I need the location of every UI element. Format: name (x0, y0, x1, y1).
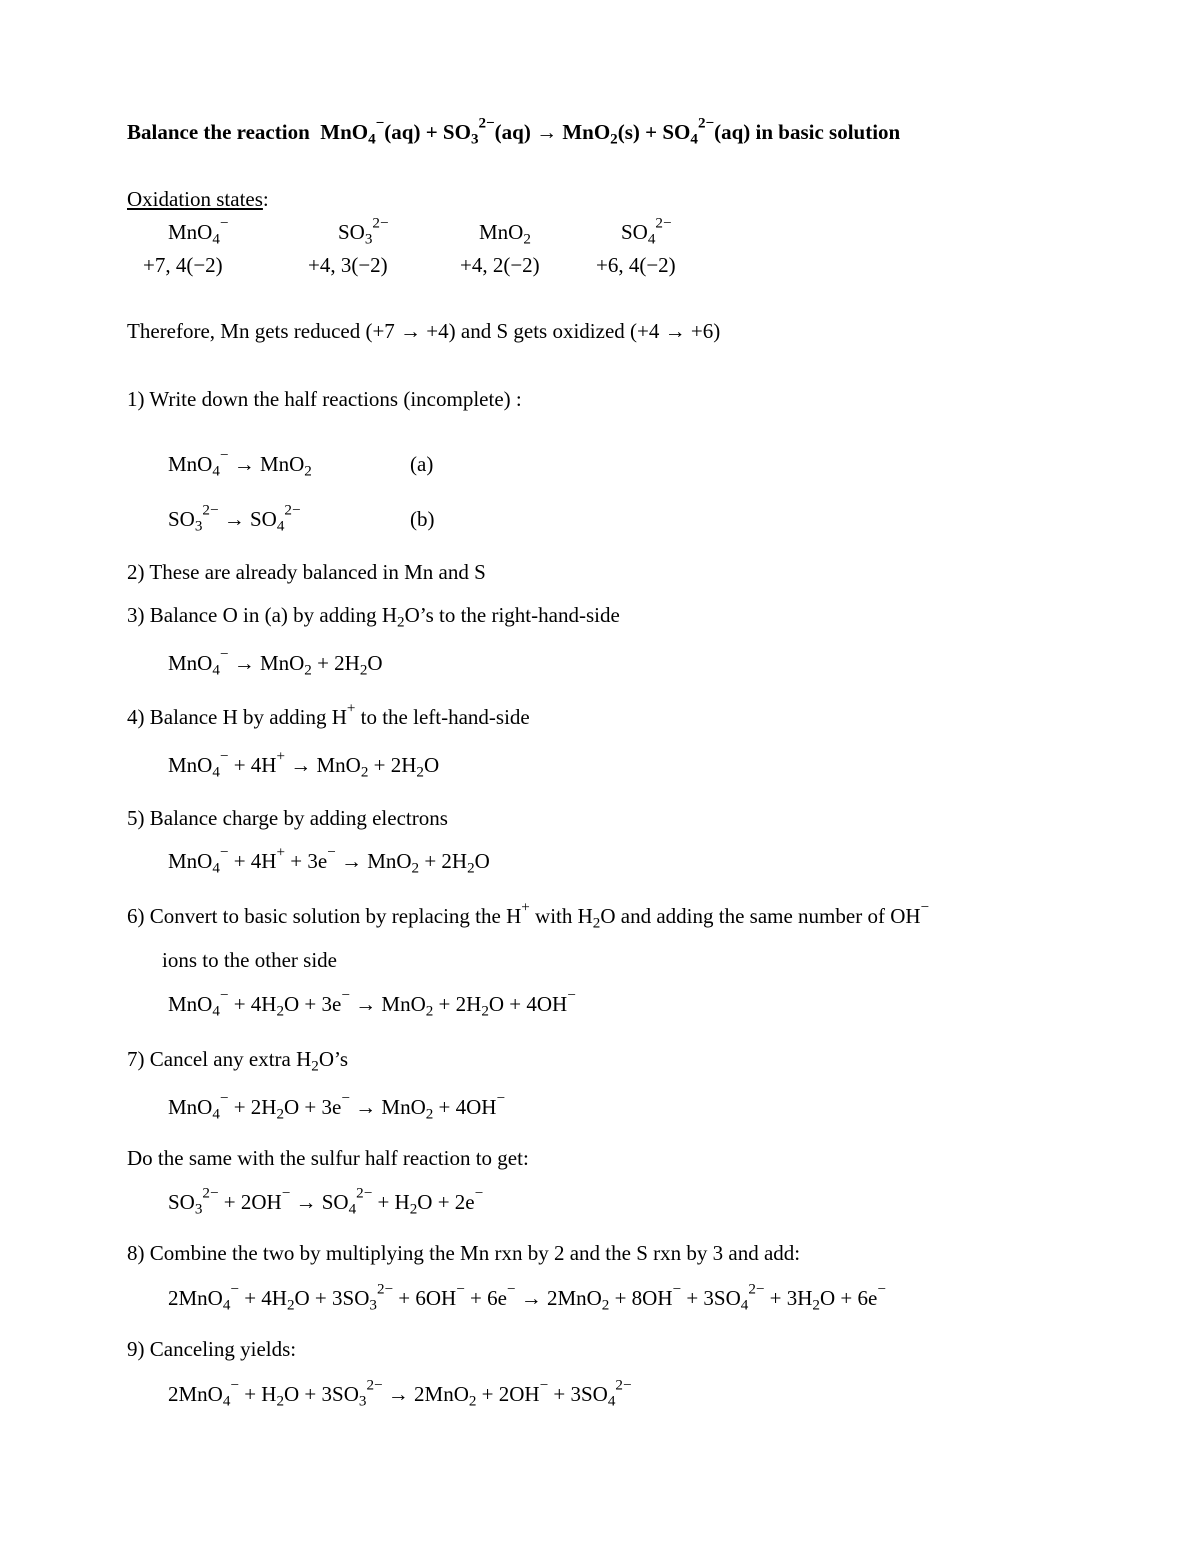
states-mno4: +7, 4(−2) (143, 253, 223, 277)
therefore-line: Therefore, Mn gets reduced (+7 → +4) and S gets oxidized (+4 → +6) (127, 319, 721, 343)
step-6-continued: ions to the other side (162, 948, 337, 972)
step-5: 5) Balance charge by adding electrons (127, 806, 448, 830)
step-2: 2) These are already balanced in Mn and S (127, 560, 486, 584)
states-mno2: +4, 2(−2) (460, 253, 540, 277)
oxidation-heading: Oxidation states: (127, 187, 269, 211)
sulfur-intro: Do the same with the sulfur half reaction to get: (127, 1146, 529, 1170)
species-mno2: MnO$_2$ (479, 220, 531, 248)
species-so3: $SO_3^{2-}$ (338, 215, 389, 248)
label-a: (a) (410, 452, 434, 476)
step-1: 1) Write down the half reactions (incomplete) : (127, 387, 522, 411)
states-so3: +4, 3(−2) (308, 253, 388, 277)
step-3: 3) Balance O in (a) by adding $H_2O’s$ to the right-hand-side (127, 603, 620, 631)
half-reaction-a: MnO$_4$− → MnO$_2$ (168, 447, 312, 480)
species-so4: $SO_4^{2-}$ (621, 215, 672, 248)
label-b: (b) (410, 507, 435, 531)
step-6: 6) Convert to basic solution by replacing the H+ with $H_2O$ and adding the same number of OH− (127, 899, 930, 932)
title: Balance the reaction $MnO_4^-(aq) + SO_3^{2-}(aq) \to MnO_2(s) + SO_4^{2-}(aq)$ in basic solution (127, 115, 901, 148)
step-4: 4) Balance H by adding H+ to the left-hand-side (127, 700, 530, 729)
half-reaction-b: $SO_3^{2-} \to SO_4^{2-}$ (168, 502, 301, 535)
title-lead: Balance the reaction (127, 120, 310, 144)
step-9: 9) Canceling yields: (127, 1337, 297, 1361)
step-7: 7) Cancel any extra $H_2O’s$ (127, 1047, 349, 1075)
step-8: 8) Combine the two by multiplying the Mn rxn by 2 and the S rxn by 3 and add: (127, 1241, 801, 1265)
sulfur-equation: $SO_3^{2-} + 2OH^- \to SO_4^{2-} + H_2O + 2e^-$ (168, 1185, 484, 1218)
states-so4: +6, 4(−2) (596, 253, 676, 277)
step-3-equation: $MnO_4^- \to MnO_2 + 2H_2O$ (168, 646, 383, 679)
step-8-equation: $2MnO_4^- + 4H_2O + 3SO_3^{2-} + 6OH^- + 6e^- \to 2MnO_2 + 8OH^- + 3SO_4^{2-} + 3H_2O + 6e^-$ (168, 1281, 886, 1314)
step-5-equation: $MnO_4^- + 4H^+ + 3e^- \to MnO_2 + 2H_2O$ (168, 844, 490, 877)
step-9-equation: $2MnO_4^- + H_2O + 3SO_3^{2-} \to 2MnO_2 + 2OH^- + 3SO_4^{2-}$ (168, 1377, 632, 1410)
step-4-equation: $MnO_4^- + 4H^+ \to MnO_2 + 2H_2O$ (168, 748, 440, 781)
species-mno4: MnO$_4$− (168, 215, 229, 248)
step-7-equation: $MnO_4^- + 2H_2O + 3e^- \to MnO_2 + 4OH^-$ (168, 1090, 506, 1123)
step-6-equation: $MnO_4^- + 4H_2O + 3e^- \to MnO_2 + 2H_2O + 4OH^-$ (168, 987, 576, 1020)
